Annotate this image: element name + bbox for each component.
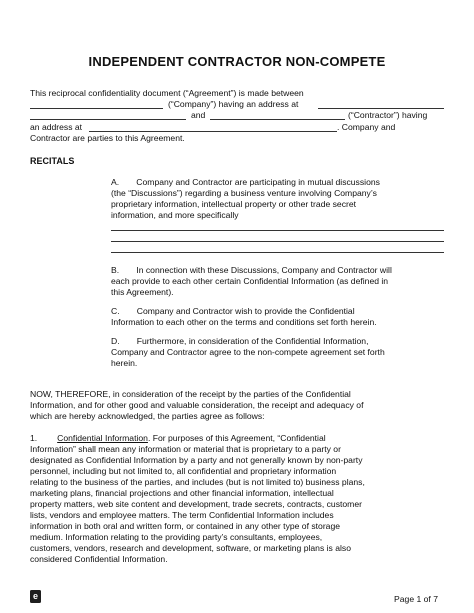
recital-a-line-4: information, and more specifically <box>111 210 239 220</box>
recital-b-line-3: this Agreement). <box>111 287 174 297</box>
recital-d-line-1: D. Furthermore, in consideration of the Confidential Information, <box>111 336 369 346</box>
intro-line-4-prefix: an address at <box>30 122 83 132</box>
section-1-line: property matters, web site content and development, trade secrets, contracts, customer <box>30 499 362 509</box>
recital-a-line-3: proprietary information, intellectual property or other trade secret <box>111 199 357 209</box>
section-1-line: information in both oral and written form, or contained in any other type of storage <box>30 521 341 531</box>
section-1-line: considered Confidential Information. <box>30 554 168 564</box>
now-therefore-line-1: NOW, THEREFORE, in consideration of the receipt by the parties of the Confidential <box>30 389 351 399</box>
section-1-line: personnel, including but not limited to, all confidential and proprietary information <box>30 466 337 476</box>
contractor-address-blank <box>89 131 337 132</box>
section-1-first-line-rest: . For purposes of this Agreement, “Confidential <box>147 433 326 443</box>
eforms-logo-icon: e <box>30 590 41 603</box>
recitals-heading: RECITALS <box>30 156 75 166</box>
recital-b-line-1: B. In connection with these Discussions, Company and Contractor will <box>111 265 392 275</box>
document-title: INDEPENDENT CONTRACTOR NON-COMPETE <box>88 54 386 69</box>
section-1-number: 1. <box>30 433 38 443</box>
intro-line-3-contractor: (“Contractor”) having <box>348 110 428 120</box>
page-number: Page 1 of 7 <box>394 594 438 604</box>
intro-line-2: (“Company”) having an address at <box>168 99 299 109</box>
section-1-line: customers, vendors, research and development, software, or marketing plans is also <box>30 543 351 553</box>
intro-line-3-and: and <box>191 110 206 120</box>
company-name-blank <box>30 108 163 109</box>
section-1-line: marketing plans, financial projections and other financial information, intellectual <box>30 488 334 498</box>
address-continued-blank <box>30 119 186 120</box>
recital-a-blank-2 <box>111 241 444 242</box>
recital-d-line-2: Company and Contractor agree to the non-compete agreement set forth <box>111 347 385 357</box>
section-1-heading: Confidential Information <box>57 433 148 443</box>
contractor-name-blank <box>210 119 345 120</box>
recital-c-line-2: Information to each other on the terms and conditions set forth herein. <box>111 317 377 327</box>
recital-d-line-3: herein. <box>111 358 138 368</box>
recital-c-line-1: C. Company and Contractor wish to provide the Confidential <box>111 306 355 316</box>
company-address-blank <box>318 108 444 109</box>
recital-a-line-1: A. Company and Contractor are participating in mutual discussions <box>111 177 380 187</box>
intro-line-5: Contractor are parties to this Agreement. <box>30 133 185 143</box>
recital-a-blank-1 <box>111 230 444 231</box>
intro-line-4-suffix: . Company and <box>337 122 396 132</box>
now-therefore-line-3: which are hereby acknowledged, the parties agree as follows: <box>30 411 265 421</box>
recital-b-line-2: each provide to each other certain Confidential Information (as defined in <box>111 276 389 286</box>
section-1-line: designated as Confidential Information by a party and not generally known by non-party <box>30 455 363 465</box>
now-therefore-line-2: Information, and for other good and valuable consideration, the receipt and adequacy of <box>30 400 364 410</box>
recital-a-blank-3 <box>111 252 444 253</box>
section-1-first-line <box>30 433 326 444</box>
section-1-line: lists, vendors and employee matters. The term Confidential Information includes <box>30 510 334 520</box>
recital-a-line-2: (the “Discussions”) regarding a business venture involving Company’s <box>111 188 377 198</box>
section-1-line: Information” shall mean any information or material that is proprietary to a party or <box>30 444 341 454</box>
intro-line-1: This reciprocal confidentiality document (“Agreement”) is made between <box>30 88 304 98</box>
section-1-line: relating to the business of the parties, and includes (but is not limited to) business plans, <box>30 477 365 487</box>
section-1-line: medium. Information relating to the providing party’s consultants, employees, <box>30 532 323 542</box>
